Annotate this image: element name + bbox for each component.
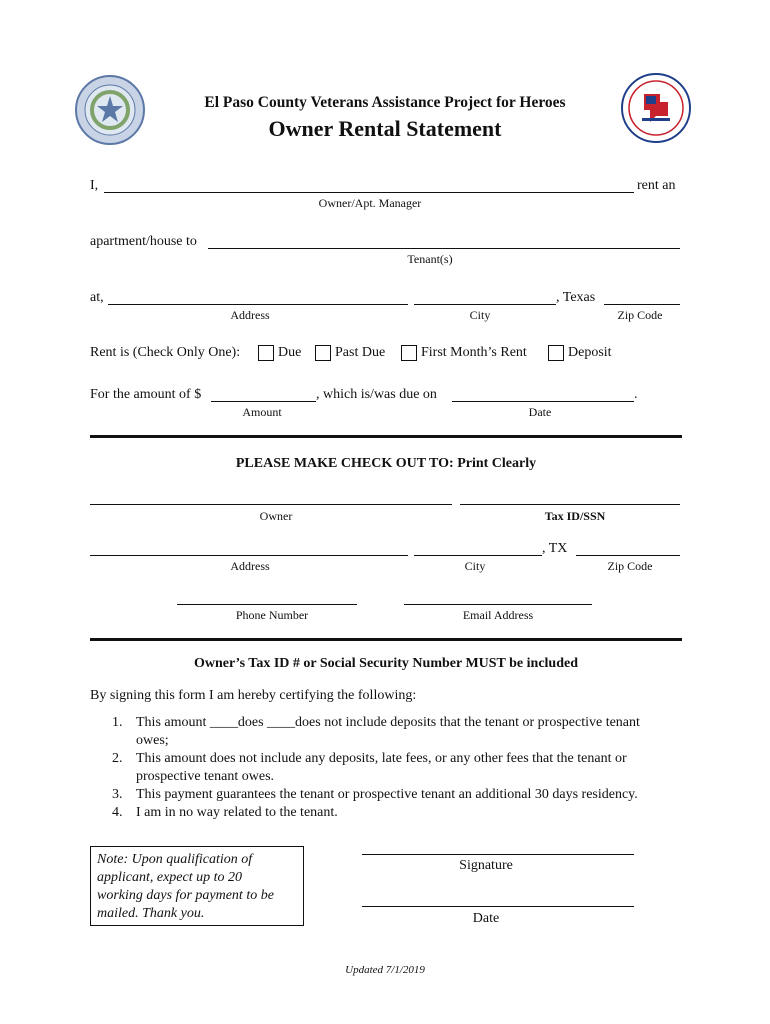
rental-city-field[interactable] (414, 304, 556, 305)
payee-owner-caption: Owner (259, 509, 293, 523)
section-divider-1 (90, 435, 682, 438)
payee-zip-field[interactable] (576, 555, 680, 556)
period: . (634, 387, 638, 402)
signature-caption: Signature (459, 858, 513, 873)
section-divider-2 (90, 638, 682, 641)
amount-caption: Amount (242, 405, 282, 419)
item-text-line1: This payment guarantees the tenant or prospective tenant an additional 30 days residency. (136, 787, 638, 802)
city-caption: City (469, 308, 491, 322)
payment-note: Note: Upon qualification of applicant, expect up to 20 working days for payment to be mailed. Thank you. (90, 846, 304, 926)
certification-intro: By signing this form I am hereby certifying the following: (90, 688, 417, 703)
rental-zip-field[interactable] (604, 304, 680, 305)
which-label: , which is/was due on (316, 387, 437, 402)
payee-email-field[interactable] (404, 604, 592, 605)
first-month-rent-checkbox[interactable] (401, 345, 417, 361)
zip-caption: Zip Code (617, 308, 663, 322)
item-number: 3. (112, 787, 123, 802)
certification-item (112, 804, 682, 822)
payee-email-caption: Email Address (462, 608, 534, 622)
rental-address-field[interactable] (108, 304, 408, 305)
signature-date-caption: Date (472, 911, 500, 926)
tenant-caption: Tenant(s) (407, 252, 453, 266)
payee-address-caption: Address (230, 559, 270, 573)
amount-label: For the amount of $ (90, 387, 202, 402)
tenant-name-field[interactable] (208, 248, 680, 249)
veterans-assistance-seal-logo (620, 72, 692, 144)
payee-zip-caption: Zip Code (607, 559, 653, 573)
payee-city-caption: City (464, 559, 486, 573)
signature-date-field[interactable] (362, 906, 634, 907)
owner-caption: Owner/Apt. Manager (318, 196, 422, 210)
item-text-line1: I am in no way related to the tenant. (136, 805, 338, 820)
at-label: at, (90, 290, 104, 305)
payee-phone-field[interactable] (177, 604, 357, 605)
updated-date: Updated 7/1/2019 (345, 964, 425, 976)
payee-taxid-caption: Tax ID/SSN (544, 509, 606, 523)
item-number: 4. (112, 805, 123, 820)
payee-phone-caption: Phone Number (235, 608, 309, 622)
certification-list (112, 714, 682, 822)
texas-label: , Texas (556, 290, 596, 305)
signature-field[interactable] (362, 854, 634, 855)
apartment-label: apartment/house to (90, 234, 197, 249)
payee-city-field[interactable] (414, 555, 542, 556)
item-text-line1: This amount does not include any deposits, late fees, or any other fees that the tenant or (136, 751, 627, 766)
deposit-checkbox[interactable] (548, 345, 564, 361)
due-checkbox[interactable] (258, 345, 274, 361)
item-text-line1: This amount ____does ____does not include deposits that the tenant or prospective tenant (136, 715, 640, 730)
item-text-line2: owes; (136, 733, 169, 748)
organization-name: El Paso County Veterans Assistance Project for Heroes (204, 94, 566, 111)
i-label: I, (90, 178, 99, 193)
payee-address-field[interactable] (90, 555, 408, 556)
first-month-rent-label: First Month’s Rent (421, 345, 527, 360)
rent-an-label: rent an (637, 178, 676, 193)
payee-heading: PLEASE MAKE CHECK OUT TO: Print Clearly (235, 456, 537, 471)
deposit-label: Deposit (568, 345, 612, 360)
certification-item (112, 714, 682, 750)
amount-field[interactable] (211, 401, 316, 402)
past-due-label: Past Due (335, 345, 386, 360)
payee-tx-label: , TX (542, 541, 568, 556)
due-date-field[interactable] (452, 401, 634, 402)
certification-item (112, 750, 682, 786)
county-seal-logo (74, 74, 146, 146)
due-label: Due (278, 345, 302, 360)
certification-item (112, 786, 682, 804)
past-due-checkbox[interactable] (315, 345, 331, 361)
owner-name-field[interactable] (104, 192, 634, 193)
form-title: Owner Rental Statement (268, 116, 502, 141)
certification-heading: Owner’s Tax ID # or Social Security Number MUST be included (194, 656, 578, 671)
item-text-line2: prospective tenant owes. (136, 769, 275, 784)
payee-taxid-field[interactable] (460, 504, 680, 505)
payee-owner-field[interactable] (90, 504, 452, 505)
date-caption: Date (528, 405, 552, 419)
item-number: 1. (112, 715, 123, 730)
item-number: 2. (112, 751, 123, 766)
rent-is-label: Rent is (Check Only One): (90, 345, 241, 360)
address-caption: Address (230, 308, 270, 322)
